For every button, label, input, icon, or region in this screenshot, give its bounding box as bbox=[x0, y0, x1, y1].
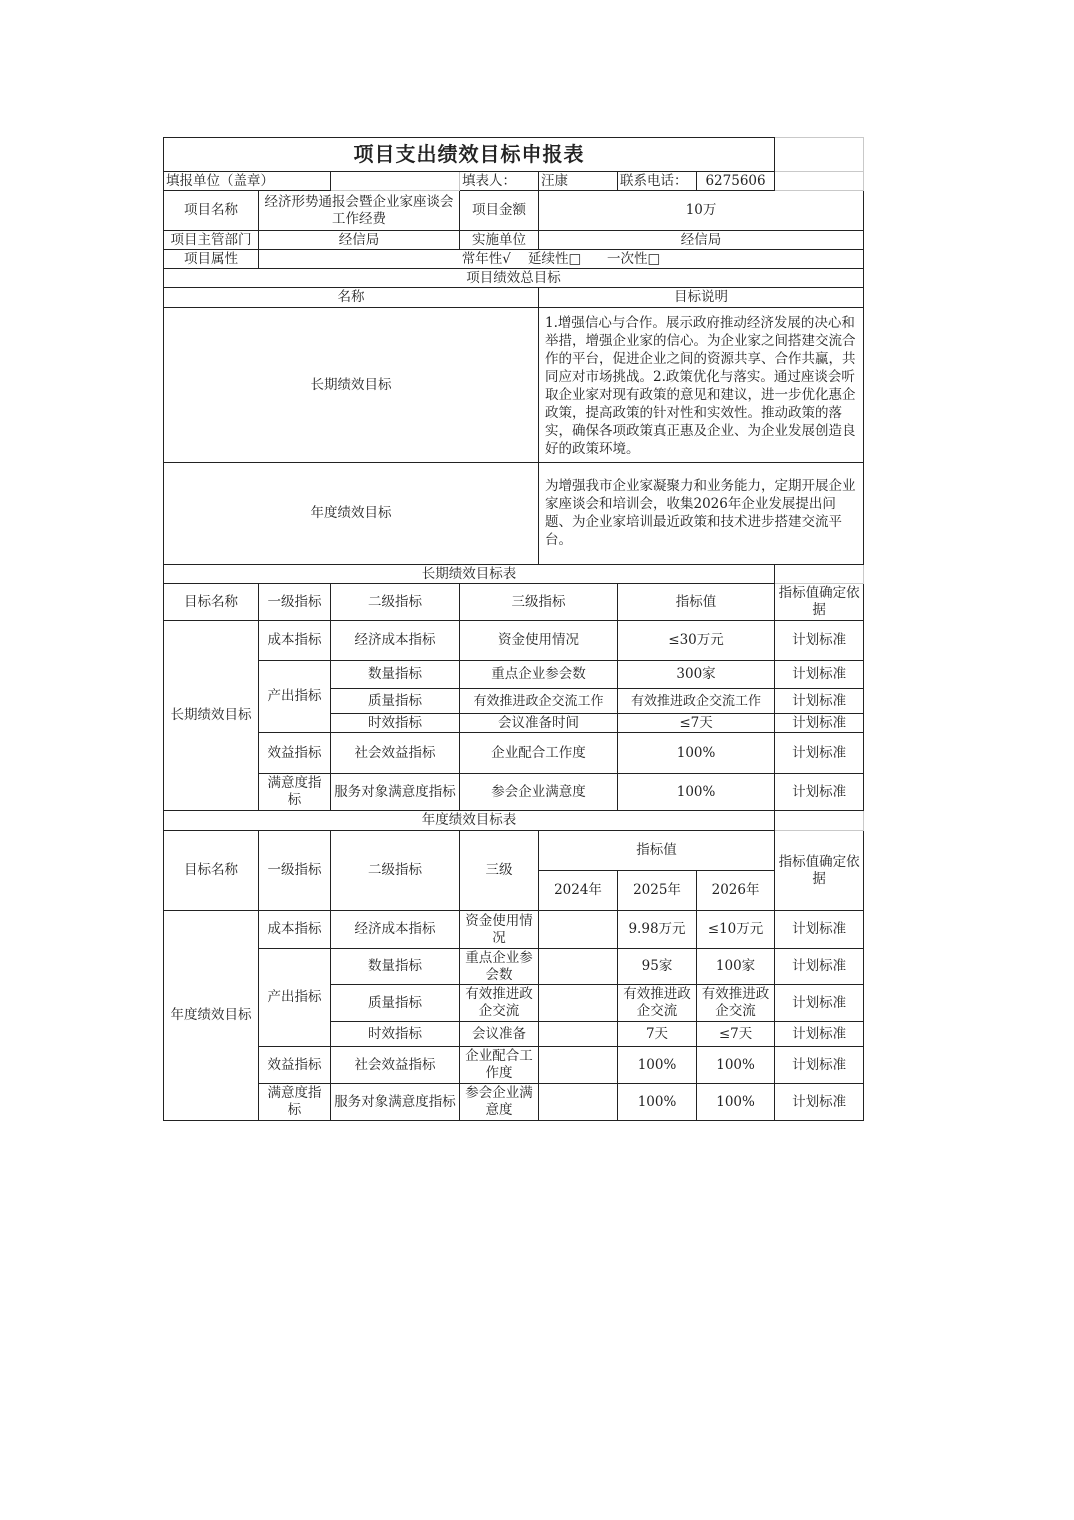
row-y2026: 100% bbox=[697, 1084, 775, 1121]
project-name-label: 项目名称 bbox=[164, 191, 259, 231]
row-l2: 数量指标 bbox=[331, 661, 460, 689]
row-y2024 bbox=[539, 1022, 618, 1047]
row-l2: 数量指标 bbox=[331, 949, 460, 985]
blank-cell bbox=[775, 811, 864, 831]
row-basis: 计划标准 bbox=[775, 911, 864, 949]
long-header-l2: 二级指标 bbox=[331, 584, 460, 621]
row-basis: 计划标准 bbox=[775, 949, 864, 985]
row-l3: 资金使用情况 bbox=[460, 621, 618, 661]
row-l3: 参会企业满意度 bbox=[460, 1084, 539, 1121]
row-l1: 效益指标 bbox=[259, 733, 331, 774]
blank-cell bbox=[775, 172, 864, 191]
table-row bbox=[164, 1084, 864, 1121]
row-l2: 经济成本指标 bbox=[331, 621, 460, 661]
row-l1: 效益指标 bbox=[259, 1047, 331, 1084]
row-value: 100% bbox=[618, 733, 775, 774]
filler-label: 填表人： bbox=[460, 172, 539, 191]
row-basis: 计划标准 bbox=[775, 661, 864, 689]
row-y2026: ≤10万元 bbox=[697, 911, 775, 949]
row-value: ≤7天 bbox=[618, 714, 775, 733]
row-l2: 社会效益指标 bbox=[331, 733, 460, 774]
row-l3: 企业配合工作度 bbox=[460, 733, 618, 774]
unit-label: 填报单位（盖章） bbox=[164, 172, 331, 191]
performance-target-form bbox=[163, 137, 865, 1121]
row-l3: 重点企业参会数 bbox=[460, 949, 539, 985]
attr-label: 项目属性 bbox=[164, 250, 259, 269]
row-l2: 质量指标 bbox=[331, 689, 460, 714]
phone-value: 6275606 bbox=[697, 172, 775, 191]
row-l2: 服务对象满意度指标 bbox=[331, 1084, 460, 1121]
row-value: ≤30万元 bbox=[618, 621, 775, 661]
row-l3: 参会企业满意度 bbox=[460, 774, 618, 811]
table-row bbox=[164, 621, 864, 661]
row-y2024 bbox=[539, 1047, 618, 1084]
row-y2026: 有效推进政企交流 bbox=[697, 985, 775, 1022]
row-basis: 计划标准 bbox=[775, 774, 864, 811]
long-goal-label: 长期绩效目标 bbox=[164, 308, 539, 463]
row-y2025: 7天 bbox=[618, 1022, 697, 1047]
row-basis: 计划标准 bbox=[775, 1022, 864, 1047]
row-y2024 bbox=[539, 949, 618, 985]
blank-cell bbox=[775, 565, 864, 584]
row-y2025: 100% bbox=[618, 1047, 697, 1084]
long-goal-desc: 1.增强信心与合作。展示政府推动经济发展的决心和举措，增强企业家的信心。为企业家之间搭建交流合作的平台，促进企业之间的资源共享、合作共赢，共同应对市场挑战。2.政策优化与落实。通过座谈会听取企业家对现有政策的意见和建议，进一步优化惠企政策，提高政策的针对性和实效性。推动政策的落实，确保各项政策真正惠及企业、为企业发展创造良好的政策环境。 bbox=[539, 308, 864, 463]
row-basis: 计划标准 bbox=[775, 621, 864, 661]
long-header-value: 指标值 bbox=[618, 584, 775, 621]
annual-header-l3: 三级 bbox=[460, 831, 539, 911]
overall-col-name: 名称 bbox=[164, 288, 539, 308]
blank-cell bbox=[775, 138, 864, 172]
overall-section-title: 项目绩效总目标 bbox=[164, 269, 864, 288]
phone-label: 联系电话： bbox=[618, 172, 697, 191]
row-basis: 计划标准 bbox=[775, 985, 864, 1022]
unit-value bbox=[331, 172, 460, 191]
row-basis: 计划标准 bbox=[775, 1047, 864, 1084]
year-2026: 2026年 bbox=[697, 871, 775, 911]
annual-goal-label: 年度绩效目标 bbox=[164, 463, 539, 565]
long-table-title: 长期绩效目标表 bbox=[164, 565, 775, 584]
row-l1: 满意度指标 bbox=[259, 774, 331, 811]
row-y2026: 100家 bbox=[697, 949, 775, 985]
row-value: 有效推进政企交流工作 bbox=[618, 689, 775, 714]
project-name-value: 经济形势通报会暨企业家座谈会工作经费 bbox=[259, 191, 460, 231]
row-value: 100% bbox=[618, 774, 775, 811]
table-row bbox=[164, 733, 864, 774]
row-l1: 产出指标 bbox=[259, 661, 331, 733]
row-l3: 有效推进政企交流工作 bbox=[460, 689, 618, 714]
annual-table-title: 年度绩效目标表 bbox=[164, 811, 775, 831]
row-basis: 计划标准 bbox=[775, 689, 864, 714]
row-y2024 bbox=[539, 985, 618, 1022]
annual-header-basis: 指标值确定依据 bbox=[775, 831, 864, 911]
row-y2025: 9.98万元 bbox=[618, 911, 697, 949]
dept-value: 经信局 bbox=[259, 231, 460, 250]
row-l3: 会议准备时间 bbox=[460, 714, 618, 733]
overall-col-desc: 目标说明 bbox=[539, 288, 864, 308]
long-header-l1: 一级指标 bbox=[259, 584, 331, 621]
long-target-name: 长期绩效目标 bbox=[164, 621, 259, 811]
row-l3: 重点企业参会数 bbox=[460, 661, 618, 689]
row-l1: 满意度指标 bbox=[259, 1084, 331, 1121]
row-l1: 产出指标 bbox=[259, 949, 331, 1047]
row-l2: 经济成本指标 bbox=[331, 911, 460, 949]
dept-label: 项目主管部门 bbox=[164, 231, 259, 250]
long-header-l3: 三级指标 bbox=[460, 584, 618, 621]
impl-label: 实施单位 bbox=[460, 231, 539, 250]
project-amount-label: 项目金额 bbox=[460, 191, 539, 231]
attr-value: 常年性√ 延续性□ 一次性□ bbox=[259, 250, 864, 269]
row-l2: 时效指标 bbox=[331, 714, 460, 733]
impl-value: 经信局 bbox=[539, 231, 864, 250]
row-basis: 计划标准 bbox=[775, 733, 864, 774]
row-y2024 bbox=[539, 911, 618, 949]
form-title: 项目支出绩效目标申报表 bbox=[164, 138, 775, 172]
row-l3: 有效推进政企交流 bbox=[460, 985, 539, 1022]
year-2025: 2025年 bbox=[618, 871, 697, 911]
table-row bbox=[164, 774, 864, 811]
row-l3: 企业配合工作度 bbox=[460, 1047, 539, 1084]
annual-header-value: 指标值 bbox=[539, 831, 775, 871]
row-y2025: 95家 bbox=[618, 949, 697, 985]
row-y2025: 有效推进政企交流 bbox=[618, 985, 697, 1022]
annual-target-name: 年度绩效目标 bbox=[164, 911, 259, 1121]
row-l2: 质量指标 bbox=[331, 985, 460, 1022]
long-header-basis: 指标值确定依据 bbox=[775, 584, 864, 621]
table-row bbox=[164, 949, 864, 985]
row-l2: 社会效益指标 bbox=[331, 1047, 460, 1084]
long-header-target: 目标名称 bbox=[164, 584, 259, 621]
project-amount-value: 10万 bbox=[539, 191, 864, 231]
table-row bbox=[164, 911, 864, 949]
row-l1: 成本指标 bbox=[259, 911, 331, 949]
row-y2024 bbox=[539, 1084, 618, 1121]
row-l2: 时效指标 bbox=[331, 1022, 460, 1047]
annual-goal-desc: 为增强我市企业家凝聚力和业务能力，定期开展企业家座谈会和培训会，收集2026年企业发展提出问题、为企业家培训最近政策和技术进步搭建交流平台。 bbox=[539, 463, 864, 565]
row-y2026: ≤7天 bbox=[697, 1022, 775, 1047]
table-row bbox=[164, 1047, 864, 1084]
annual-header-l1: 一级指标 bbox=[259, 831, 331, 911]
row-value: 300家 bbox=[618, 661, 775, 689]
row-l1: 成本指标 bbox=[259, 621, 331, 661]
row-basis: 计划标准 bbox=[775, 1084, 864, 1121]
table-row bbox=[164, 661, 864, 689]
row-l3: 资金使用情况 bbox=[460, 911, 539, 949]
annual-header-l2: 二级指标 bbox=[331, 831, 460, 911]
annual-header-target: 目标名称 bbox=[164, 831, 259, 911]
row-y2026: 100% bbox=[697, 1047, 775, 1084]
row-l2: 服务对象满意度指标 bbox=[331, 774, 460, 811]
row-y2025: 100% bbox=[618, 1084, 697, 1121]
row-basis: 计划标准 bbox=[775, 714, 864, 733]
row-l3: 会议准备 bbox=[460, 1022, 539, 1047]
year-2024: 2024年 bbox=[539, 871, 618, 911]
filler-name: 汪康 bbox=[539, 172, 618, 191]
form-table bbox=[163, 137, 864, 1121]
